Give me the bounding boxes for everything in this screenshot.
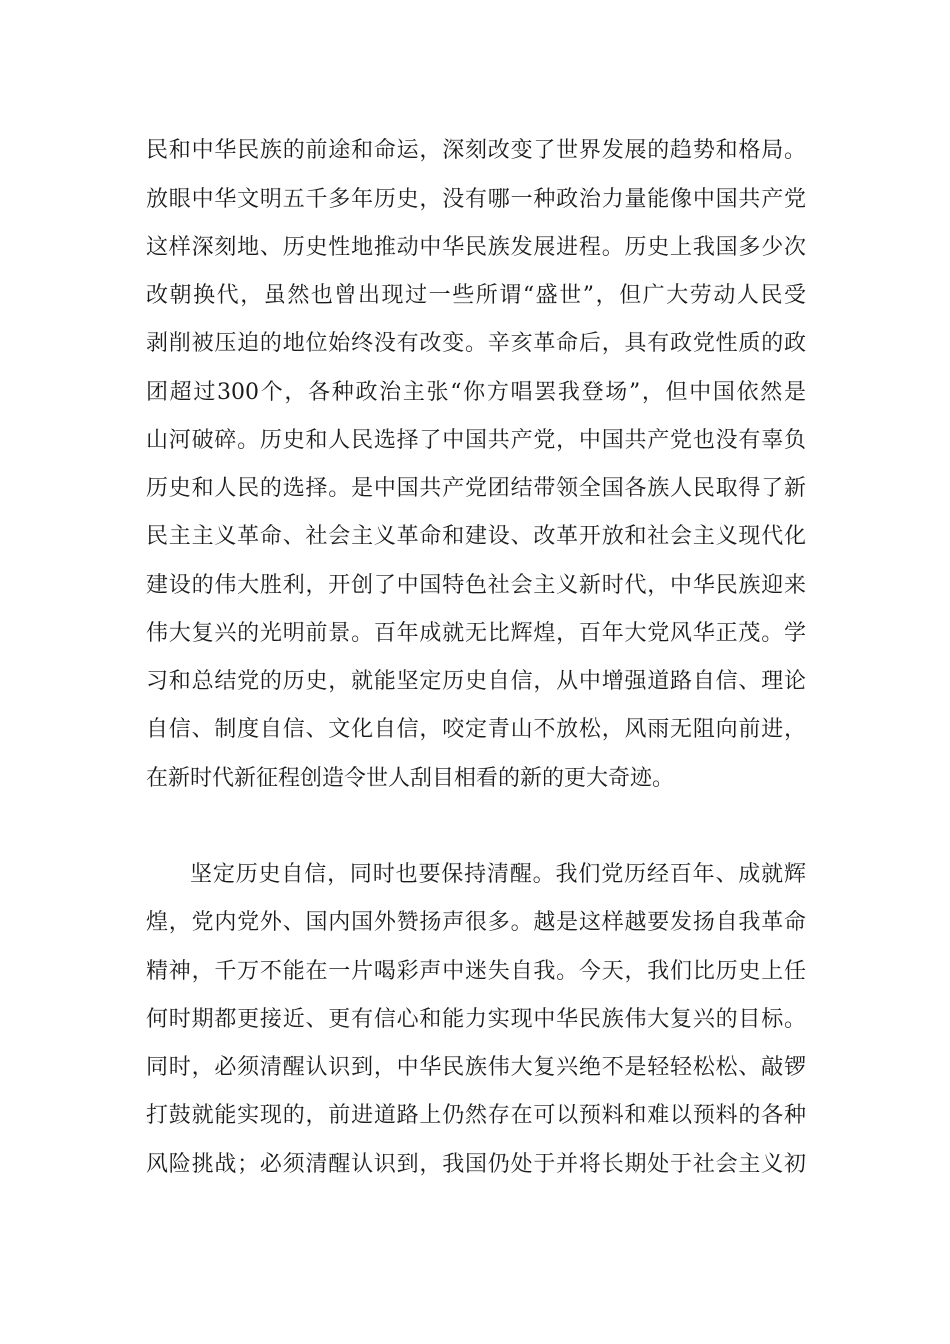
text-line: 这样深刻地、历史性地推动中华民族发展进程。历史上我国多少次 [146,235,806,260]
text-line: 何时期都更接近、更有信心和能力实现中华民族伟大复兴的目标。 [146,1007,806,1032]
text-line: 风险挑战；必须清醒认识到，我国仍处于并将长期处于社会主义初 [146,1152,806,1177]
text-line: 历史和人民的选择。是中国共产党团结带领全国各族人民取得了新 [146,476,806,501]
text-line: 剥削被压迫的地位始终没有改变。辛亥革命后，具有政党性质的政 [146,331,806,356]
text-line: 建设的伟大胜利，开创了中国特色社会主义新时代，中华民族迎来 [146,573,806,598]
text-line: 放眼中华文明五千多年历史，没有哪一种政治力量能像中国共产党 [146,187,806,212]
text-line: 坚定历史自信，同时也要保持清醒。我们党历经百年、成就辉 [190,862,806,887]
text-line: 在新时代新征程创造令世人刮目相看的新的更大奇迹。 [146,766,675,791]
text-line: 民和中华民族的前途和命运，深刻改变了世界发展的趋势和格局。 [146,138,806,163]
text-line: 民主主义革命、社会主义革命和建设、改革开放和社会主义现代化 [146,524,806,549]
text-line: 自信、制度自信、文化自信，咬定青山不放松，风雨无阻向前进， [146,717,806,742]
text-line: 煌，党内党外、国内国外赞扬声很多。越是这样越要发扬自我革命 [146,910,806,935]
text-line: 精神，千万不能在一片喝彩声中迷失自我。今天，我们比历史上任 [146,959,806,984]
text-line: 山河破碎。历史和人民选择了中国共产党，中国共产党也没有辜负 [146,428,806,453]
text-line: 习和总结党的历史，就能坚定历史自信，从中增强道路自信、理论 [146,669,806,694]
text-line: 打鼓就能实现的，前进道路上仍然存在可以预料和难以预料的各种 [146,1103,806,1128]
text-line: 伟大复兴的光明前景。百年成就无比辉煌，百年大党风华正茂。学 [146,621,806,646]
text-line: 改朝换代，虽然也曾出现过一些所谓“盛世”，但广大劳动人民受 [146,283,806,308]
text-line: 团超过300个，各种政治主张“你方唱罢我登场”，但中国依然是 [146,380,806,405]
text-line: 同时，必须清醒认识到，中华民族伟大复兴绝不是轻轻松松、敲锣 [146,1055,806,1080]
